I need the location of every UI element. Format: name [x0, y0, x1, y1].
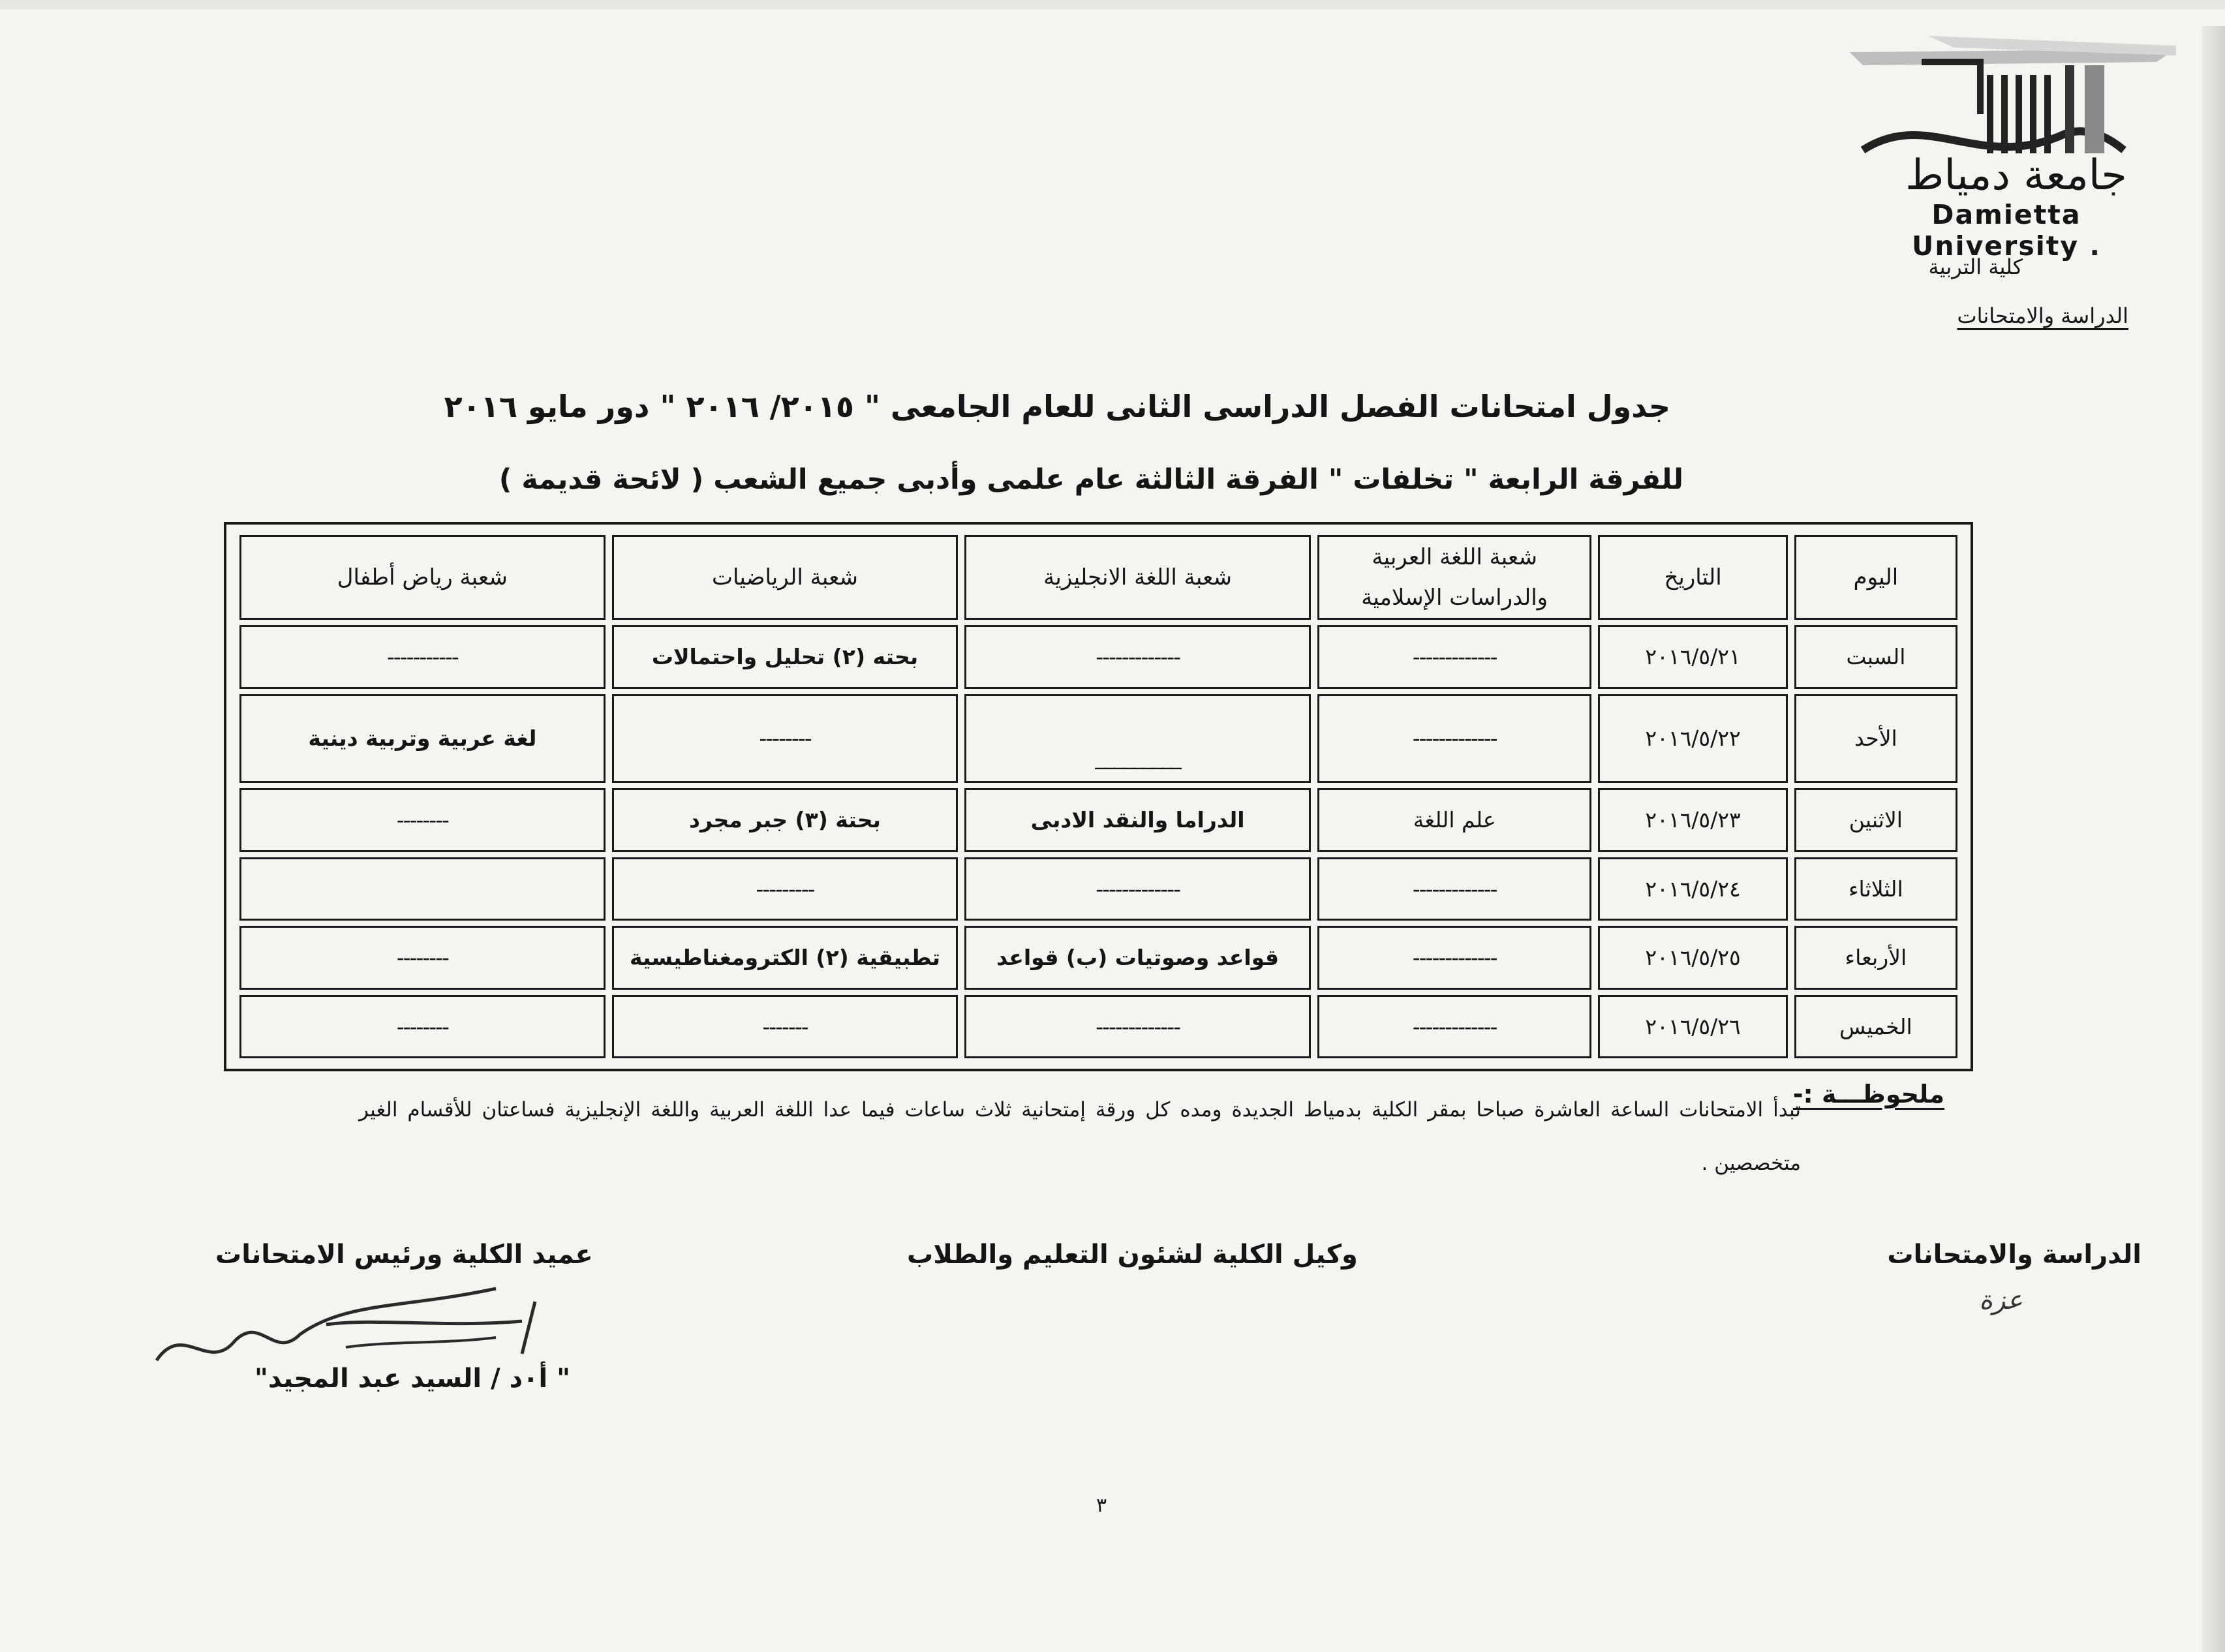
cell-day: الأحد [1794, 694, 1957, 784]
page-top-edge [0, 0, 2225, 9]
signature-vice-dean: وكيل الكلية لشئون التعليم والطلاب [907, 1240, 1358, 1270]
cell-english: ------------- [964, 857, 1311, 921]
cell-math: --------- [612, 857, 959, 921]
signature-initials: عزة [1979, 1285, 2023, 1315]
cell-english: _________ [964, 694, 1311, 784]
table-row [239, 625, 1957, 689]
cell-day: الاثنين [1794, 788, 1957, 852]
university-name-arabic: جامعة دمياط [1905, 151, 2127, 200]
note-text: تبدأ الامتحانات الساعة العاشرة صباحا بمقر الكلية بدمياط الجديدة ومده كل ورقة إمتحانية ثلاث ساعات فيما عدا اللغة العربية واللغة الإنجليزية فساعتان للأقسام الغير متخصصين . [359, 1098, 1801, 1175]
cell-day: الأربعاء [1794, 926, 1957, 990]
cell-day: الثلاثاء [1794, 857, 1957, 921]
faculty-name: كلية التربية [1928, 254, 2023, 279]
cell-date: ٢٠١٦/٥/٢٣ [1598, 788, 1787, 852]
cell-english: قواعد وصوتيات (ب) قواعد [964, 926, 1311, 990]
signature-dean-name: " أ٠د / السيد عبد المجيد" [254, 1364, 571, 1394]
schedule-subtitle: للفرقة الرابعة " تخلفات " الفرقة الثالثة عام علمى وأدبى جميع الشعب ( لائحة قديمة ) [499, 463, 1683, 496]
header-english-division: شعبة اللغة الانجليزية [964, 535, 1311, 620]
cell-date: ٢٠١٦/٥/٢١ [1598, 625, 1787, 689]
table-row [239, 788, 1957, 852]
cell-date: ٢٠١٦/٥/٢٢ [1598, 694, 1787, 784]
cell-date: ٢٠١٦/٥/٢٤ [1598, 857, 1787, 921]
exam-schedule-table [233, 530, 1964, 1063]
cell-math: بحتة (٣) جبر مجرد [612, 788, 959, 852]
university-name-english: Damietta University . [1912, 199, 2101, 262]
cell-english: ------------- [964, 625, 1311, 689]
header-date: التاريخ [1598, 535, 1787, 620]
note-label: ملحوظـــة :- [1792, 1080, 1944, 1109]
table-row [239, 926, 1957, 990]
schedule-title: جدول امتحانات الفصل الدراسى الثانى للعام الجامعى " ٢٠١٥/ ٢٠١٦ " دور مايو ٢٠١٦ [444, 389, 1670, 424]
cell-math: -------- [612, 694, 959, 784]
cell-arabic: ------------- [1317, 995, 1591, 1059]
signature-exams-office: الدراسة والامتحانات [1887, 1240, 2141, 1270]
cell-arabic: ------------- [1317, 926, 1591, 990]
cell-kinder: -------- [239, 995, 606, 1059]
page-number: ٣ [1096, 1494, 1107, 1517]
table-row [239, 995, 1957, 1059]
table-header-row [239, 535, 1957, 620]
header-arabic-division: شعبة اللغة العربية والدراسات الإسلامية [1317, 535, 1591, 620]
handwritten-signature-icon [130, 1262, 555, 1393]
page-right-edge [2202, 26, 2225, 1652]
cell-arabic: علم اللغة [1317, 788, 1591, 852]
cell-day: الخميس [1794, 995, 1957, 1059]
cell-kinder: لغة عربية وتربية دينية [239, 694, 606, 784]
cell-day: السبت [1794, 625, 1957, 689]
table-row [239, 857, 1957, 921]
cell-arabic: ------------- [1317, 625, 1591, 689]
cell-date: ٢٠١٦/٥/٢٥ [1598, 926, 1787, 990]
cell-english: الدراما والنقد الادبى [964, 788, 1311, 852]
signature-dean-title: عميد الكلية ورئيس الامتحانات [215, 1240, 593, 1270]
cell-math: ------- [612, 995, 959, 1059]
cell-english: ------------- [964, 995, 1311, 1059]
table-row [239, 694, 1957, 784]
cell-kinder [239, 857, 606, 921]
cell-math: بحته (٢) تحليل واحتمالات [612, 625, 959, 689]
cell-kinder: -------- [239, 926, 606, 990]
department-name: الدراسة والامتحانات [1957, 303, 2128, 328]
cell-date: ٢٠١٦/٥/٢٦ [1598, 995, 1787, 1059]
cell-math: تطبيقية (٢) الكترومغناطيسية [612, 926, 959, 990]
cell-kinder: ----------- [239, 625, 606, 689]
header-kindergarten-division: شعبة رياض أطفال [239, 535, 606, 620]
header-day: اليوم [1794, 535, 1957, 620]
cell-arabic: ------------- [1317, 694, 1591, 784]
cell-arabic: ------------- [1317, 857, 1591, 921]
cell-kinder: -------- [239, 788, 606, 852]
header-math-division: شعبة الرياضيات [612, 535, 959, 620]
